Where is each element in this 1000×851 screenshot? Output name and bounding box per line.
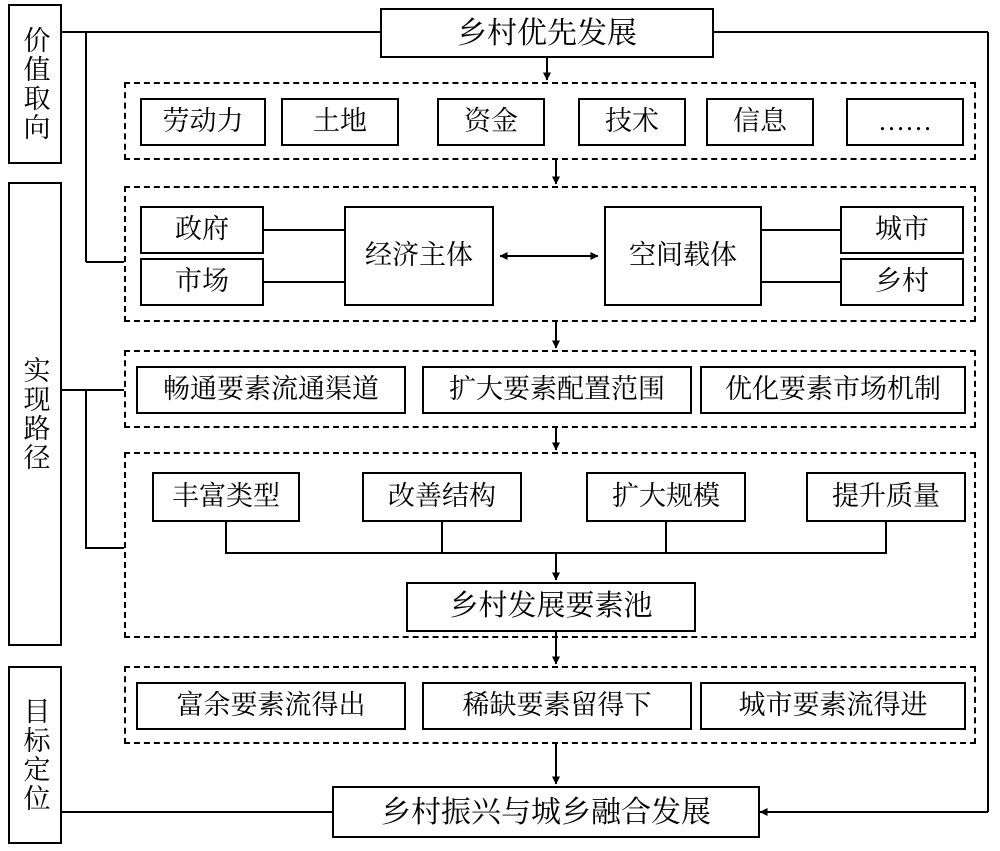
subject-spatial-carrier: 空间载体 bbox=[604, 206, 762, 306]
flow-surplus-out: 富余要素流得出 bbox=[136, 682, 406, 730]
connector-carrier-to-city bbox=[762, 229, 840, 231]
connector-enrich-types-down bbox=[225, 522, 227, 553]
channel-optimize-market-mechanism: 优化要素市场机制 bbox=[700, 366, 966, 414]
connector-improve-quality-down bbox=[885, 522, 887, 553]
connector-improve-structure-down bbox=[441, 522, 443, 553]
element-capital: 资金 bbox=[437, 98, 545, 146]
element-labor: 劳动力 bbox=[140, 98, 266, 146]
subject-government: 政府 bbox=[140, 206, 264, 254]
element-land: 土地 bbox=[281, 98, 399, 146]
connector-carrier-to-countryside bbox=[762, 281, 840, 283]
subject-economic-entity: 经济主体 bbox=[344, 206, 494, 306]
element-technology: 技术 bbox=[578, 98, 686, 146]
quality-improve-quality: 提升质量 bbox=[806, 472, 966, 522]
side-label-goal-positioning: 目标定位 bbox=[8, 666, 62, 844]
connector-expand-scale-down bbox=[665, 522, 667, 553]
carrier-countryside: 乡村 bbox=[840, 258, 964, 306]
connector-market-to-entity bbox=[264, 281, 344, 283]
rail-path-to-pool bbox=[86, 390, 124, 548]
channel-smooth-element-flow: 畅通要素流通渠道 bbox=[136, 366, 406, 414]
quality-expand-scale: 扩大规模 bbox=[586, 472, 746, 522]
side-label-realization-path: 实现路径 bbox=[8, 182, 62, 646]
connector-government-to-entity bbox=[264, 229, 344, 231]
quality-improve-structure: 改善结构 bbox=[362, 472, 522, 522]
element-ellipsis: …… bbox=[846, 98, 964, 146]
carrier-city: 城市 bbox=[840, 206, 964, 254]
flow-scarce-retain: 稀缺要素留得下 bbox=[422, 682, 692, 730]
connector-quality-bus bbox=[225, 552, 887, 554]
element-pool-box: 乡村发展要素池 bbox=[406, 582, 696, 632]
element-information: 信息 bbox=[706, 98, 814, 146]
quality-enrich-types: 丰富类型 bbox=[152, 472, 300, 522]
subject-market: 市场 bbox=[140, 258, 264, 306]
title-box-rural-priority-development: 乡村优先发展 bbox=[380, 8, 714, 58]
footer-box-revitalization-integration: 乡村振兴与城乡融合发展 bbox=[332, 786, 760, 838]
channel-expand-allocation-scope: 扩大要素配置范围 bbox=[422, 366, 692, 414]
flow-urban-in: 城市要素流得进 bbox=[700, 682, 966, 730]
side-label-value-orientation: 价值取向 bbox=[8, 4, 62, 164]
